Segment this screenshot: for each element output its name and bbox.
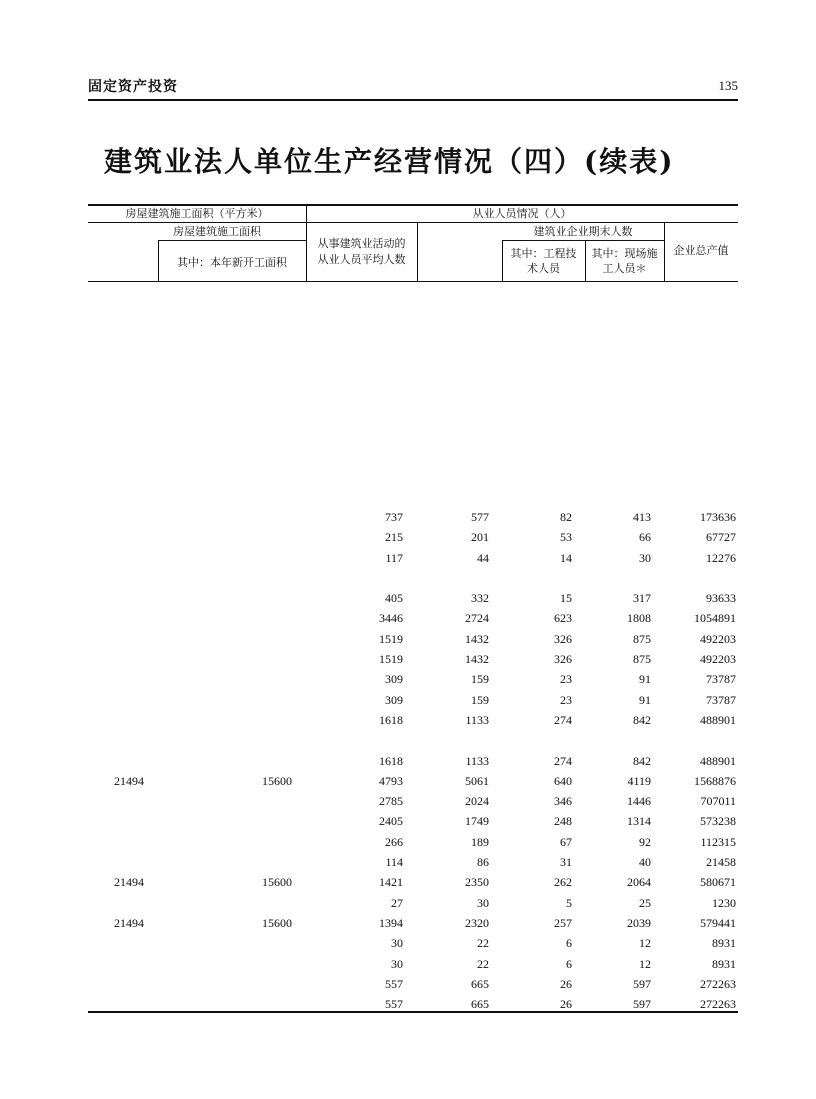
period-end-cell: 86 — [477, 855, 489, 870]
period-end-cell: 30 — [477, 895, 489, 910]
workers-cell: 30 — [639, 550, 651, 565]
engineers-cell: 326 — [554, 652, 572, 667]
period-end-cell: 2350 — [465, 875, 489, 890]
output-cell: 488901 — [700, 712, 736, 727]
output-cell: 21458 — [706, 855, 736, 870]
avg-staff-cell: 2405 — [379, 814, 403, 829]
workers-cell: 842 — [633, 753, 651, 768]
avg-staff-cell: 215 — [385, 530, 403, 545]
period-end-cell: 665 — [471, 997, 489, 1012]
engineers-cell: 274 — [554, 753, 572, 768]
avg-staff-divider — [417, 222, 418, 282]
period-end-cell: 22 — [477, 936, 489, 951]
workers-cell: 92 — [639, 834, 651, 849]
workers-cell: 597 — [633, 997, 651, 1012]
engineers-cell: 15 — [560, 591, 572, 606]
output-cell: 492203 — [700, 652, 736, 667]
table-row — [88, 792, 738, 812]
output-cell: 73787 — [706, 672, 736, 687]
period-end-cell: 201 — [471, 530, 489, 545]
output-cell: 73787 — [706, 692, 736, 707]
staff-group-rule — [306, 222, 738, 223]
avg-staff-cell: 1394 — [379, 915, 403, 930]
area-group-rule — [88, 222, 306, 223]
workers-header-line2: 工人员＊ — [602, 262, 647, 275]
spacer-row — [88, 731, 738, 751]
workers-cell: 66 — [639, 530, 651, 545]
period-end-cell: 332 — [471, 591, 489, 606]
area-new-cell: 15600 — [262, 875, 292, 890]
table-row — [88, 914, 738, 934]
workers-header-line1: 其中：现场施 — [591, 247, 658, 260]
engineers-header-line1: 其中：工程技 — [510, 247, 577, 260]
output-cell: 573238 — [700, 814, 736, 829]
table-row — [88, 752, 738, 772]
workers-cell: 875 — [633, 631, 651, 646]
avg-staff-cell: 3446 — [379, 611, 403, 626]
spacer-row — [88, 569, 738, 589]
table-row — [88, 508, 738, 528]
output-cell: 67727 — [706, 530, 736, 545]
avg-staff-cell: 266 — [385, 834, 403, 849]
engineers-cell: 640 — [554, 773, 572, 788]
avg-staff-cell: 30 — [391, 936, 403, 951]
period-end-cell: 2024 — [465, 794, 489, 809]
avg-staff-cell: 1618 — [379, 712, 403, 727]
avg-staff-cell: 30 — [391, 956, 403, 971]
engineers-cell: 257 — [554, 915, 572, 930]
staff-group-header: 从业人员情况（人） — [472, 207, 572, 220]
period-end-cell: 1432 — [465, 652, 489, 667]
engineers-cell: 274 — [554, 712, 572, 727]
table-row — [88, 894, 738, 914]
output-cell: 93633 — [706, 591, 736, 606]
table-row — [88, 589, 738, 609]
area-sub-rule — [158, 240, 306, 241]
engineers-cell: 14 — [560, 550, 572, 565]
engineers-cell: 31 — [560, 855, 572, 870]
output-header: 企业总产值 — [673, 244, 729, 257]
engineers-cell: 23 — [560, 692, 572, 707]
engineers-cell: 26 — [560, 976, 572, 991]
avg-staff-cell: 114 — [385, 855, 403, 870]
output-cell: 488901 — [700, 753, 736, 768]
period-end-cell: 44 — [477, 550, 489, 565]
area-cell: 21494 — [114, 773, 144, 788]
table-row — [88, 772, 738, 792]
engineers-cell: 5 — [566, 895, 572, 910]
workers-cell: 25 — [639, 895, 651, 910]
avg-staff-cell: 27 — [391, 895, 403, 910]
header-rule — [88, 99, 738, 101]
table-row — [88, 609, 738, 629]
output-cell: 1568876 — [694, 773, 736, 788]
output-cell: 580671 — [700, 875, 736, 890]
workers-cell: 597 — [633, 976, 651, 991]
output-cell: 8931 — [712, 936, 736, 951]
avg-staff-cell: 737 — [385, 510, 403, 524]
table-row — [88, 549, 738, 569]
output-cell: 1054891 — [694, 611, 736, 626]
workers-cell: 40 — [639, 855, 651, 870]
engineers-cell: 6 — [566, 936, 572, 951]
page-number: 135 — [718, 78, 738, 93]
table-row — [88, 691, 738, 711]
engineers-cell: 326 — [554, 631, 572, 646]
avg-staff-cell: 309 — [385, 672, 403, 687]
period-end-cell: 22 — [477, 956, 489, 971]
output-cell: 492203 — [700, 631, 736, 646]
period-end-cell: 1133 — [465, 753, 489, 768]
period-end-rule — [502, 240, 664, 241]
area-cell: 21494 — [114, 915, 144, 930]
period-end-cell: 1432 — [465, 631, 489, 646]
period-end-cell: 2320 — [465, 915, 489, 930]
engineers-cell: 346 — [554, 794, 572, 809]
output-cell: 272263 — [700, 976, 736, 991]
workers-cell: 2039 — [627, 915, 651, 930]
output-cell: 272263 — [700, 997, 736, 1012]
output-cell: 1230 — [712, 895, 736, 910]
workers-cell: 91 — [639, 672, 651, 687]
engineers-cell: 23 — [560, 672, 572, 687]
avg-staff-cell: 1519 — [379, 652, 403, 667]
avg-staff-cell: 1618 — [379, 753, 403, 768]
period-end-cell: 159 — [471, 672, 489, 687]
period-end-cell: 1133 — [465, 712, 489, 727]
engineers-cell: 82 — [560, 510, 572, 524]
workers-cell: 413 — [633, 510, 651, 524]
output-cell: 579441 — [700, 915, 736, 930]
avg-staff-cell: 405 — [385, 591, 403, 606]
output-cell: 112315 — [700, 834, 736, 849]
engineers-cell: 67 — [560, 834, 572, 849]
table-row — [88, 833, 738, 853]
table-row — [88, 853, 738, 873]
table-row — [88, 975, 738, 995]
engineers-cell: 53 — [560, 530, 572, 545]
area-group-header: 房屋建筑施工面积（平方米） — [125, 207, 269, 220]
table-row — [88, 873, 738, 893]
engineers-header-line2: 术人员 — [527, 262, 560, 275]
workers-cell: 4119 — [627, 773, 651, 788]
workers-cell: 1446 — [627, 794, 651, 809]
workers-cell: 2064 — [627, 875, 651, 890]
workers-cell: 1314 — [627, 814, 651, 829]
table-row — [88, 711, 738, 731]
table-row — [88, 934, 738, 954]
area-header: 房屋建筑施工面积 — [173, 225, 261, 238]
page-title: 建筑业法人单位生产经营情况（四）(续表) — [104, 145, 675, 178]
table-row — [88, 630, 738, 650]
output-cell: 173636 — [700, 510, 736, 524]
period-end-cell: 159 — [471, 692, 489, 707]
area-new-header: 其中：本年新开工面积 — [177, 256, 287, 269]
table-row — [88, 670, 738, 690]
avg-staff-cell: 117 — [385, 550, 403, 565]
workers-cell: 12 — [639, 956, 651, 971]
workers-cell: 317 — [633, 591, 651, 606]
avg-staff-cell: 557 — [385, 976, 403, 991]
table-body — [88, 508, 738, 1015]
avg-staff-header-line1: 从事建筑业活动的 — [317, 237, 406, 250]
period-end-header: 建筑业企业期末人数 — [533, 225, 633, 238]
table-row — [88, 650, 738, 670]
period-end-cell: 5061 — [465, 773, 489, 788]
workers-cell: 91 — [639, 692, 651, 707]
engineers-cell: 26 — [560, 997, 572, 1012]
avg-staff-cell: 557 — [385, 997, 403, 1012]
period-end-cell: 2724 — [465, 611, 489, 626]
workers-cell: 12 — [639, 936, 651, 951]
output-cell: 12276 — [706, 550, 736, 565]
table-bottom-rule — [88, 1011, 738, 1013]
avg-staff-cell: 1421 — [379, 875, 403, 890]
period-end-cell: 189 — [471, 834, 489, 849]
engineers-cell: 6 — [566, 956, 572, 971]
table-row — [88, 528, 738, 548]
table-row — [88, 812, 738, 832]
avg-staff-cell: 2785 — [379, 794, 403, 809]
period-end-cell: 1749 — [465, 814, 489, 829]
output-cell: 707011 — [700, 794, 736, 809]
engineers-cell: 262 — [554, 875, 572, 890]
workers-cell: 842 — [633, 712, 651, 727]
area-new-cell: 15600 — [262, 915, 292, 930]
area-new-cell: 15600 — [262, 773, 292, 788]
table-header — [88, 204, 738, 282]
table-row — [88, 955, 738, 975]
workers-cell: 875 — [633, 652, 651, 667]
table-top-rule — [88, 204, 738, 206]
workers-cell: 1808 — [627, 611, 651, 626]
avg-staff-cell: 309 — [385, 692, 403, 707]
output-cell: 8931 — [712, 956, 736, 971]
avg-staff-cell: 1519 — [379, 631, 403, 646]
engineers-cell: 623 — [554, 611, 572, 626]
engineers-cell: 248 — [554, 814, 572, 829]
area-cell: 21494 — [114, 875, 144, 890]
period-end-cell: 577 — [471, 510, 489, 524]
avg-staff-header-line2: 从业人员平均人数 — [317, 253, 406, 266]
section-name: 固定资产投资 — [88, 79, 178, 95]
period-end-cell: 665 — [471, 976, 489, 991]
avg-staff-cell: 4793 — [379, 773, 403, 788]
header-bottom-rule — [88, 281, 738, 282]
